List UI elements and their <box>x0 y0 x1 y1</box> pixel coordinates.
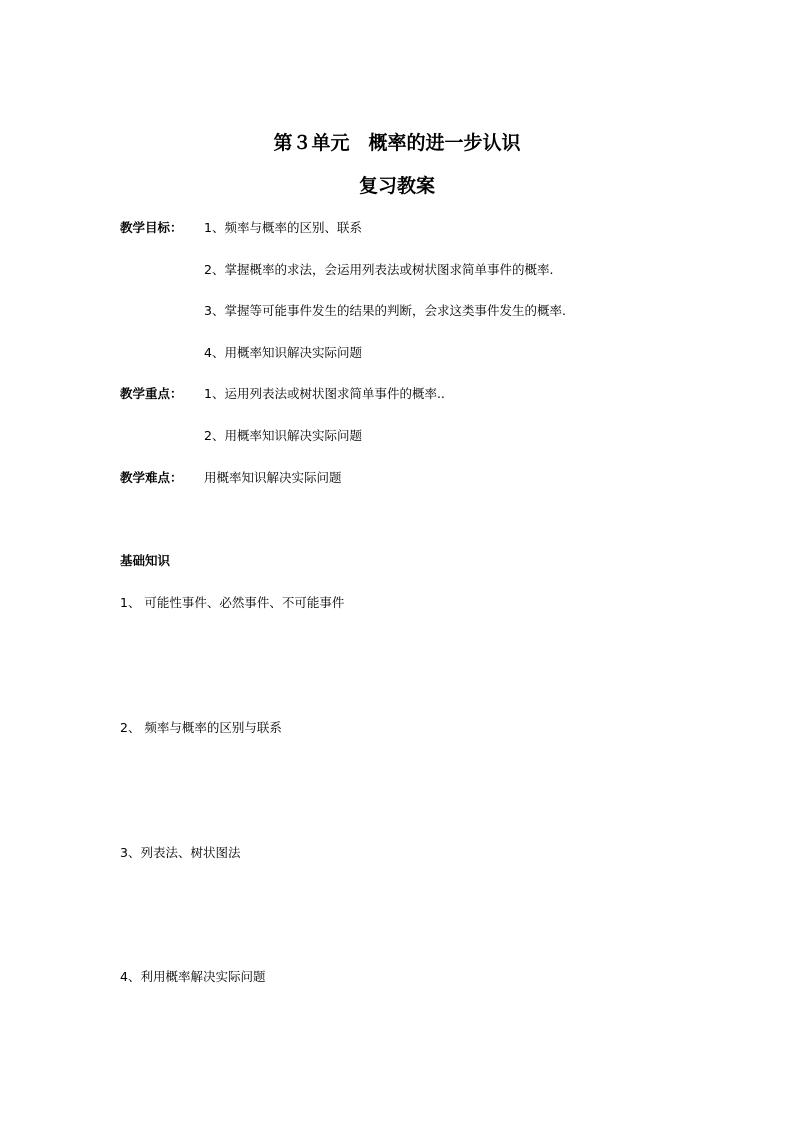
objective-item-1: 1、频率与概率的区别、联系 <box>204 220 362 235</box>
difficulty-text: 用概率知识解决实际问题 <box>204 470 342 485</box>
objective-item-2: 2、掌握概率的求法，会运用列表法或树状图求简单事件的概率. <box>204 262 554 277</box>
difficulty-label: 教学难点： <box>120 470 183 485</box>
unit-title: 第３单元 概率的进一步认识 <box>273 132 521 154</box>
key-point-item-1: 1、运用列表法或树状图求简单事件的概率.. <box>204 386 445 401</box>
basics-item-1: 1、 可能性事件、必然事件、不可能事件 <box>120 595 345 610</box>
lesson-plan-title: 复习教案 <box>358 175 435 197</box>
basics-item-4: 4、利用概率解决实际问题 <box>120 969 266 984</box>
key-point-item-2: 2、用概率知识解决实际问题 <box>204 428 362 443</box>
basics-item-2: 2、 频率与概率的区别与联系 <box>120 720 282 735</box>
objectives-label: 教学目标： <box>120 220 183 235</box>
objective-item-3: 3、掌握等可能事件发生的结果的判断，会求这类事件发生的概率. <box>204 303 566 318</box>
objective-item-4: 4、用概率知识解决实际问题 <box>204 345 362 360</box>
basics-heading: 基础知识 <box>120 553 171 568</box>
basics-item-3: 3、列表法、树状图法 <box>120 845 241 860</box>
key-points-label: 教学重点： <box>120 386 183 401</box>
